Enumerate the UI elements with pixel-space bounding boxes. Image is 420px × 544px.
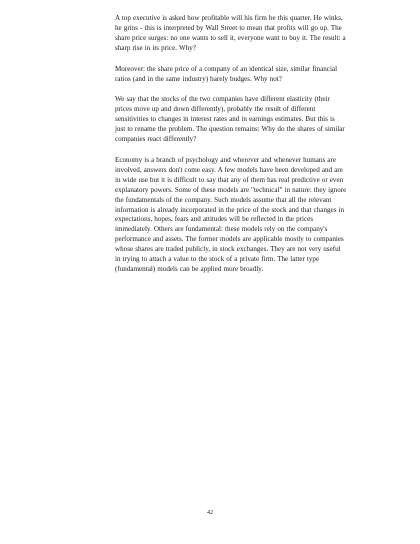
paragraph: Economy is a branch of psychology and wherever and whenever humans are involved, answers don't come easy. A few models have been developed and are in wide use but it is difficult to say that any of them has real predictive or even explanatory powers. Some of these models are "technical" in nature: they ignore the fundamentals of the company. Such models assume that all the relevant information is already incorporated in the price of the stock and that changes in expectations, hopes, fears and attitudes will be reflected in the prices immediately. Others are fundamental: these models rely on the company's performance and assets. The former models are applicable mostly to companies whose shares are traded publicly, in stock exchanges. They are not very useful in trying to attach a value to the stock of a private firm. The latter type (fundamental) models can be applied more broadly. [115,155,347,273]
paragraph: Moreover: the share price of a company of an identical size, similar financial ratios (and in the same industry) barely budges. Why not? [115,64,338,83]
page-number: 42 [207,510,213,516]
paragraph: A top executive is asked how profitable will his firm be this quarter. He winks, he grins - this is interpreted by Wall Street to mean that profits will go up. The share price surges: no one wants to sell it, everyone want to buy it. The result: a sharp rise in its price. Why? [115,14,346,52]
body-text [115,14,347,286]
paragraph: We say that the stocks of the two companies have different elasticity (their prices move up and down differently), probably the result of different sensitivities to changes in interest rates and in earnings estimates. But this is just to rename the problem. The question remains: Why do the shares of similar companies react differently? [115,95,345,144]
